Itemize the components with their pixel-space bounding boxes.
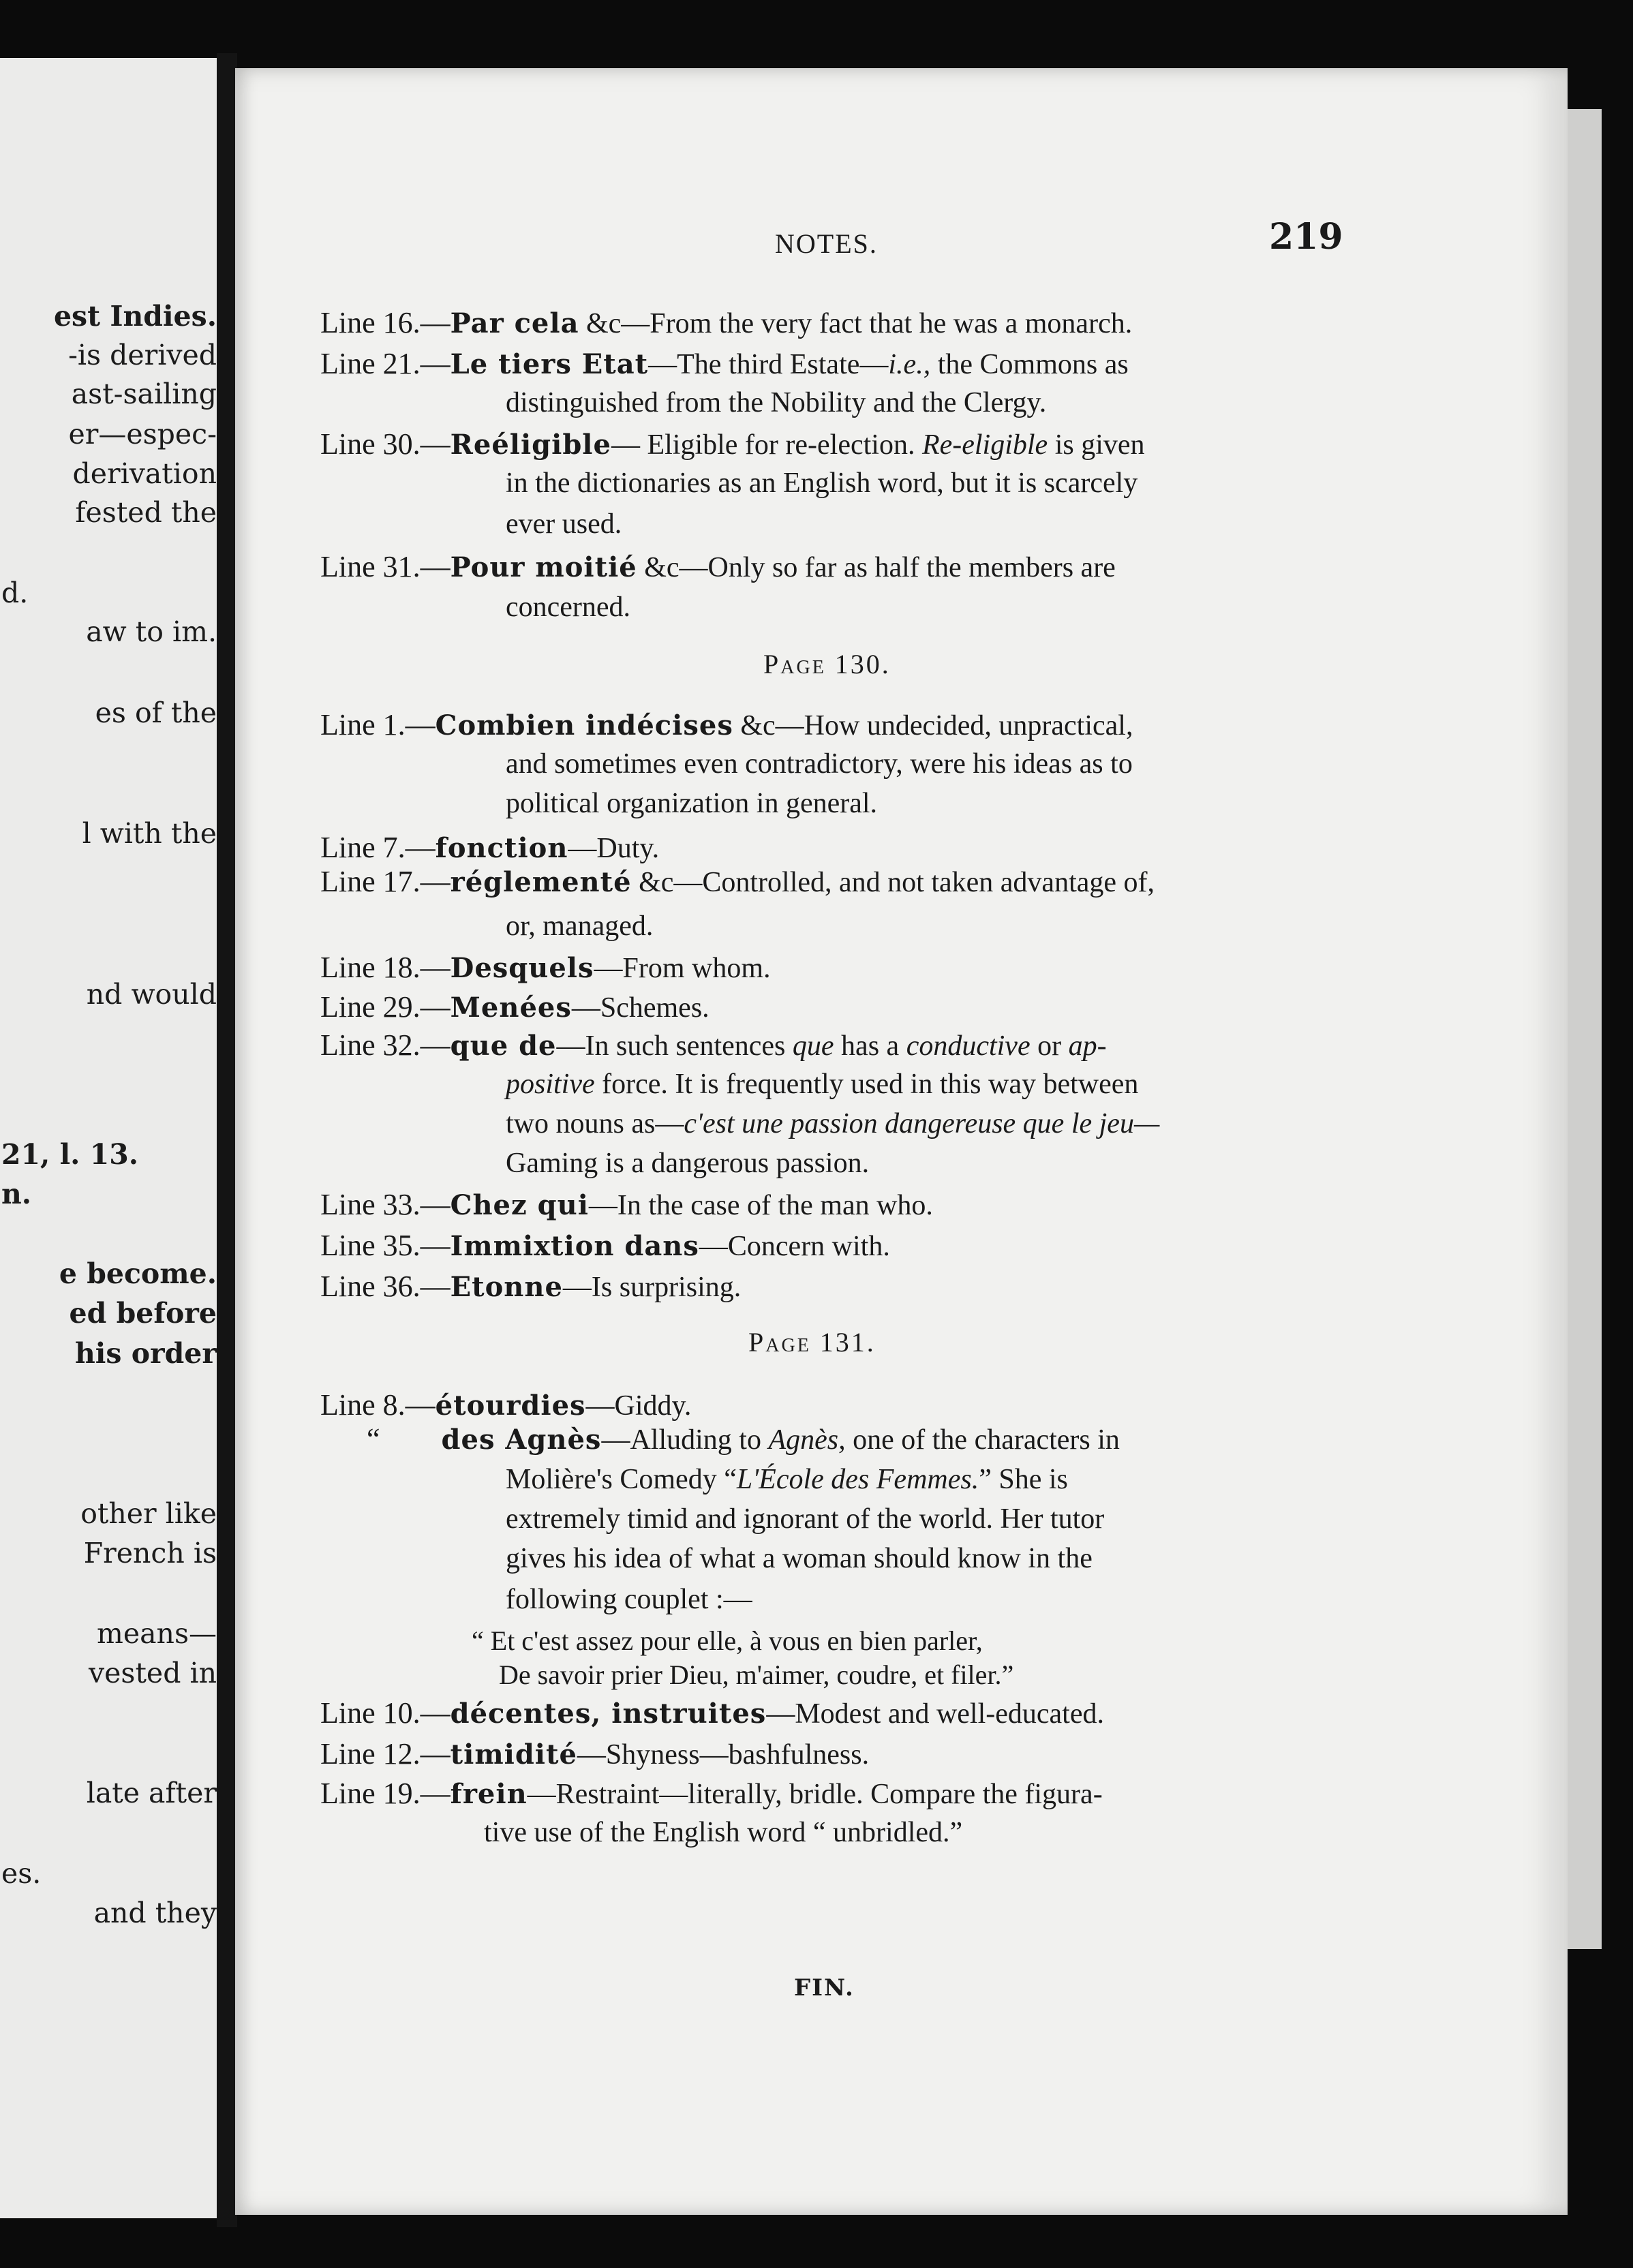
note-entry: Line 1.—Combien indécises &c—How undecided, unpractical, [320,708,1133,741]
left-page-fragment: late after [86,1777,217,1809]
left-page-fragment: 21, l. 13. [1,1138,139,1171]
note-continuation: extremely timid and ignorant of the world. Her tutor [506,1503,1105,1535]
left-page-fragment: n. [1,1178,32,1210]
note-continuation: tive use of the English word “ unbridled.” [484,1817,963,1848]
note-continuation: and sometimes even contradictory, were his ideas as to [506,748,1133,780]
left-page-fragment: es. [1,1857,42,1890]
left-page-fragment: other like [80,1497,217,1530]
left-page-fragment: vested in [88,1657,217,1689]
left-page-fragment: -is derived [68,339,217,371]
note-entry: Line 33.—Chez qui—In the case of the man who. [320,1188,933,1221]
left-page-fragment: and they [93,1897,217,1929]
note-entry: Line 10.—décentes, instruites—Modest and well-educated. [320,1696,1104,1730]
left-page-fragment: fested the [75,496,217,529]
left-page-fragment: er—espec- [68,418,217,450]
note-entry: Line 17.—réglementé &c—Controlled, and not taken advantage of, [320,865,1155,898]
note-entry: Line 7.—fonction—Duty. [320,831,660,864]
note-entry: Line 19.—frein—Restraint—literally, bridle. Compare the figura- [320,1777,1103,1810]
left-page-fragment: d. [1,577,29,609]
left-page-fragment: means— [96,1617,217,1650]
left-page-fragment: French is [83,1537,217,1569]
left-page-fragment: aw to im. [86,615,217,648]
left-page-fragment: nd would [86,978,217,1011]
note-entry: Line 18.—Desquels—From whom. [320,951,771,984]
note-continuation: Gaming is a dangerous passion. [506,1148,870,1179]
note-entry: Line 36.—Etonne—Is surprising. [320,1270,742,1303]
end-mark: FIN. [794,1974,855,2002]
left-page-fragment: es of the [95,696,217,729]
left-page-fragment: l with the [82,817,217,850]
left-page-fragment: his order [74,1337,217,1370]
note-continuation: positive force. It is frequently used in this way between [506,1069,1139,1100]
note-entry: Line 29.—Menées—Schemes. [320,990,709,1024]
note-continuation: gives his idea of what a woman should know in the [506,1543,1093,1574]
note-entry: Line 31.—Pour moitié &c—Only so far as half the members are [320,550,1116,583]
quoted-couplet-line: “ Et c'est assez pour elle, à vous en bien parler, [472,1625,983,1656]
left-page-fragment: ast-sailing [71,378,217,410]
note-entry: Line 12.—timidité—Shyness—bashfulness. [320,1737,870,1771]
note-entry: Line 8.—étourdies—Giddy. [320,1388,692,1422]
note-continuation: distinguished from the Nobility and the Clergy. [506,387,1047,418]
page-number: 219 [1269,216,1343,258]
note-continuation: Molière's Comedy “L'École des Femmes.” She is [506,1464,1068,1495]
note-continuation: political organization in general. [506,788,878,819]
section-heading: Page 131. [748,1327,876,1358]
left-page [0,58,217,2218]
left-page-fragment: est Indies. [53,300,217,333]
left-page-fragment: derivation [72,457,217,490]
note-continuation: concerned. [506,592,631,623]
quoted-couplet-line: De savoir prier Dieu, m'aimer, coudre, et filer.” [499,1659,1014,1690]
note-entry: Line 30.—Reéligible— Eligible for re-election. Re-eligible is given [320,427,1145,461]
book-gutter [217,53,237,2227]
note-entry: Line 35.—Immixtion dans—Concern with. [320,1229,890,1262]
note-entry: Line 32.—que de—In such sentences que has a conductive or ap- [320,1028,1107,1062]
left-page-fragment: ed before [69,1297,217,1330]
note-continuation: following couplet :— [506,1584,752,1615]
note-entry: “ des Agnès—Alluding to Agnès, one of the characters in [367,1422,1120,1456]
note-continuation: ever used. [506,508,622,540]
note-continuation: two nouns as—c'est une passion dangereuse que le jeu— [506,1108,1160,1139]
note-entry: Line 21.—Le tiers Etat—The third Estate—i.e., the Commons as [320,347,1129,380]
note-continuation: or, managed. [506,910,654,942]
note-continuation: in the dictionaries as an English word, but it is scarcely [506,468,1138,499]
section-heading: Page 130. [763,649,891,679]
note-entry: Line 16.—Par cela &c—From the very fact that he was a monarch. [320,306,1133,339]
left-page-fragment: e become. [59,1257,217,1290]
running-title: NOTES. [775,228,878,259]
